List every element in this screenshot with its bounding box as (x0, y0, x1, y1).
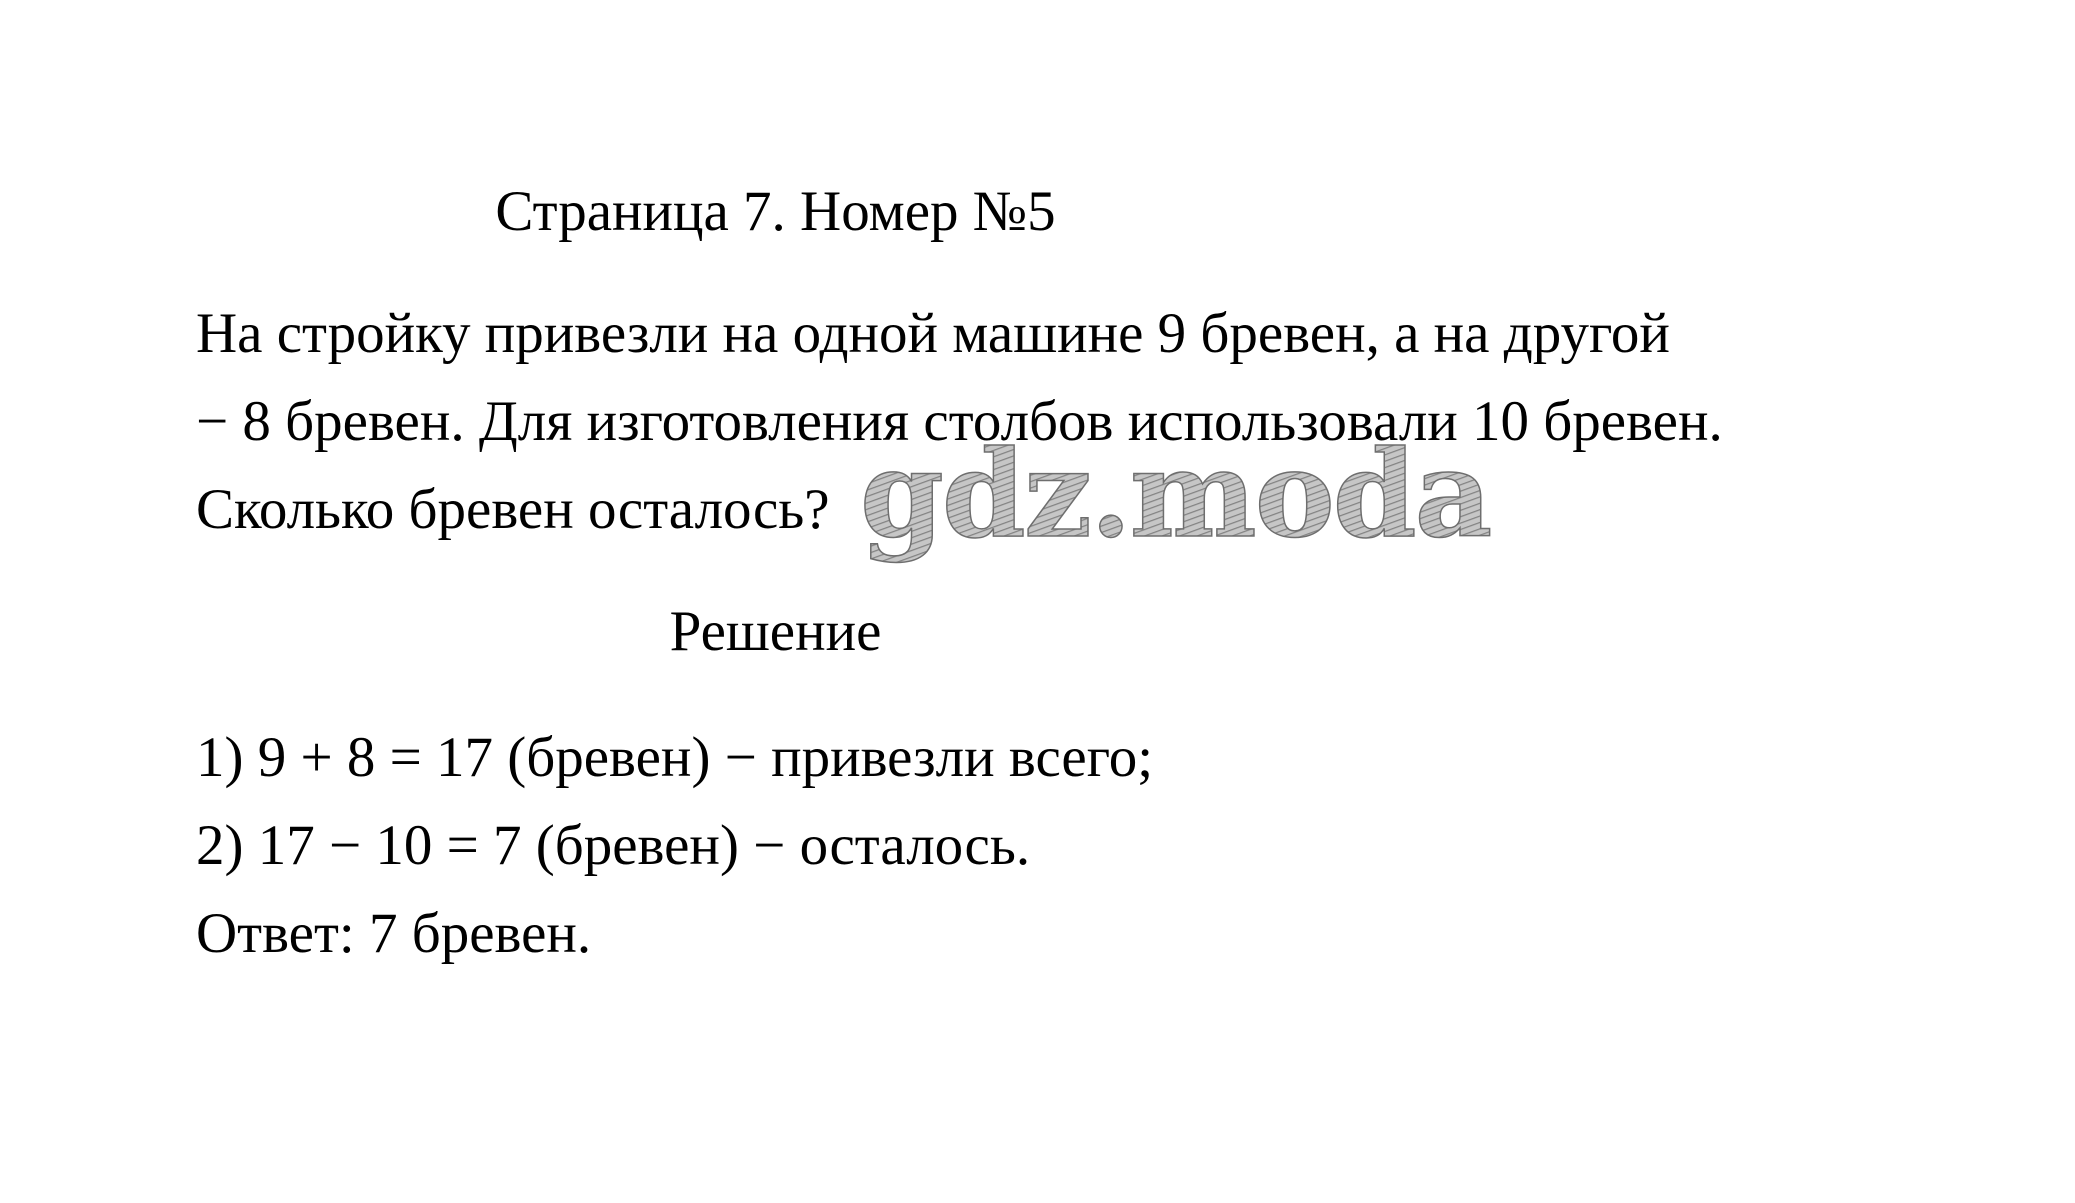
solution-step-2: 2) 17 − 10 = 7 (бревен) − осталось. (196, 814, 1031, 877)
problem-line-2: − 8 бревен. Для изготовления столбов использовали 10 бревен. (196, 390, 1723, 453)
problem-line-3: Сколько бревен осталось? (196, 478, 830, 541)
answer-line: Ответ: 7 бревен. (196, 902, 592, 965)
watermark-text: gdz.moda (860, 424, 1491, 565)
solution-heading: Решение (669, 600, 882, 663)
problem-line-1: На стройку привезли на одной машине 9 бревен, а на другой (196, 302, 1670, 365)
watermark-logo (856, 424, 1491, 576)
page-title: Страница 7. Номер №5 (495, 180, 1056, 243)
solution-step-1: 1) 9 + 8 = 17 (бревен) − привезли всего; (196, 726, 1154, 789)
